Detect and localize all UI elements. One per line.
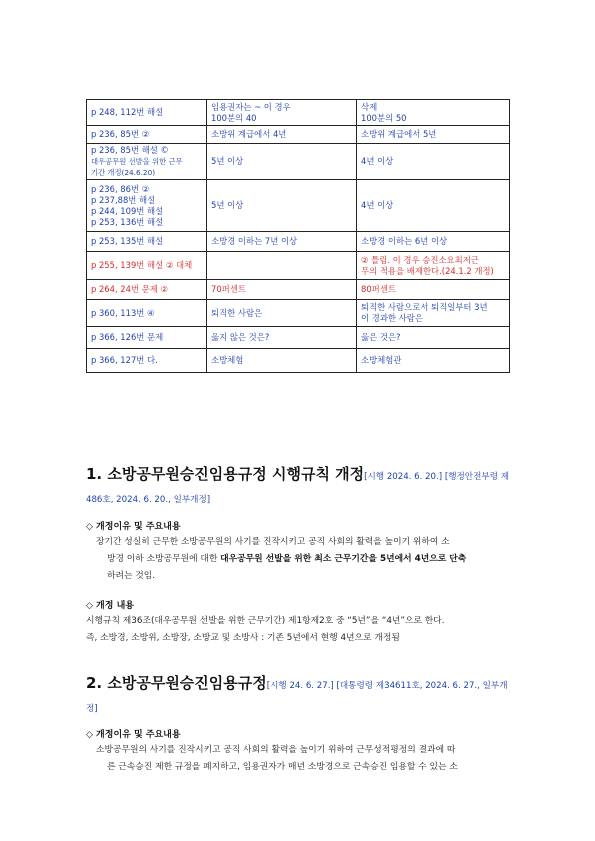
section-2 [86, 673, 516, 776]
section-1-content-line: 즉, 소방경, 소방위, 소방장, 소방교 및 소방사 : 기존 5년에서 현행 4년으로 개정됨 [86, 633, 400, 643]
section-1-reason-line [96, 551, 516, 568]
section-2-reference: [시행 24. 6. 27.] [대통령령 제34611호, 2024. 6. 27., 일부개정] [86, 681, 508, 714]
errata-cell-line: 5년 이상 [211, 200, 244, 210]
errata-row [87, 252, 510, 280]
errata-after-cell [357, 100, 510, 126]
errata-cell-line: 소방체험 [211, 355, 244, 365]
errata-cell-line: 4년 이상 [361, 200, 394, 210]
errata-before-cell [207, 349, 357, 373]
errata-table [86, 99, 510, 373]
errata-row [87, 232, 510, 252]
errata-cell-line: 옳은 것은? [361, 332, 401, 342]
errata-row [87, 144, 510, 180]
errata-after-cell [357, 280, 510, 300]
section-2-reason-body [86, 742, 516, 776]
section-1-content-line: 시행규칙 제36조(대우공무원 선발을 위한 근무기간) 제1항제2호 중 “5년”을 “4년”으로 한다. [86, 616, 445, 626]
errata-cell-line: 대우공무원 선발을 위한 근무 [91, 157, 183, 166]
errata-after-cell [357, 126, 510, 144]
errata-location-cell [87, 252, 207, 280]
errata-after-cell [357, 232, 510, 252]
errata-after-cell [357, 327, 510, 349]
errata-before-cell [207, 126, 357, 144]
errata-cell-line: ② 틀림. 이 경우 승진소요최저근 [361, 254, 479, 265]
errata-before-cell [207, 327, 357, 349]
errata-row [87, 349, 510, 373]
errata-after-cell [357, 252, 510, 280]
errata-row [87, 300, 510, 327]
errata-cell-line: 옳지 않은 것은? [211, 332, 270, 342]
errata-cell-line: p 360, 113번 ④ [91, 307, 155, 318]
errata-cell-line: 소방경 이하는 7년 이상 [211, 236, 298, 246]
section-1-content-body [86, 613, 516, 647]
errata-cell-line: p 253, 136번 해설 [91, 216, 164, 227]
errata-location-cell [87, 300, 207, 327]
errata-location-cell [87, 349, 207, 373]
errata-cell-line: 이 경과한 사람은 [361, 313, 423, 323]
section-1-content-heading: ◇ 개정 내용 [86, 601, 134, 611]
section-1-reason-line: 하려는 것임. [107, 571, 156, 581]
errata-row [87, 280, 510, 300]
section-2-heading [86, 673, 516, 719]
section-2-reason-line: 소방공무원의 사기를 진작시키고 공직 사회의 활력을 높이기 위하여 근무성적평정의 결과에 따 [96, 745, 456, 755]
errata-cell-line: 소방경 이하는 6년 이상 [361, 236, 448, 246]
errata-row [87, 327, 510, 349]
section-2-reason-heading: ◇ 개정이유 및 주요내용 [86, 730, 181, 740]
errata-cell-line: p 237,88번 해설 [91, 194, 156, 205]
errata-cell-line: 퇴직한 사람으로서 퇴직일부터 3년 [361, 302, 488, 312]
errata-location-cell [87, 327, 207, 349]
errata-location-cell [87, 100, 207, 126]
section-1 [86, 464, 516, 647]
errata-after-cell [357, 300, 510, 327]
errata-cell-line: 소방체험관 [361, 355, 402, 365]
errata-cell-line: p 264, 24번 문제 ② [91, 284, 169, 294]
section-1-reason-emphasis: 대우공무원 선발을 위한 최소 근무기간을 5년에서 4년으로 단축 [220, 554, 467, 564]
errata-cell-line: p 366, 126번 문제 [91, 332, 164, 342]
errata-cell-line: p 236, 85번 해설 © [91, 145, 169, 155]
section-2-title: 2. 소방공무원승진임용규정 [86, 674, 267, 692]
errata-cell-line: 소방위 계급에서 4년 [211, 129, 287, 139]
errata-after-cell [357, 349, 510, 373]
errata-cell-line: 100분의 40 [211, 112, 257, 123]
errata-row [87, 100, 510, 126]
section-2-reason-line: 른 근속승진 제한 규정을 폐지하고, 임용권자가 매년 소방경으로 근속승진 임용할 수 있는 소 [107, 762, 458, 772]
section-1-reason-heading: ◇ 개정이유 및 주요내용 [86, 522, 181, 532]
errata-before-cell [207, 180, 357, 232]
errata-cell-line: p 253, 135번 해설 [91, 236, 164, 246]
section-1-reference-b: 486호, 2024. 6. 20., 일부개정] [86, 495, 211, 505]
errata-cell-line: p 236, 85번 ② [91, 129, 150, 139]
errata-cell-line: 무의 적용을 배제한다.(24.1.2 개정) [361, 265, 494, 276]
errata-before-cell [207, 232, 357, 252]
section-1-reason-line: 장기간 성실히 근무한 소방공무원의 사기를 진작시키고 공직 사회의 활력을 높이기 위하여 소 [96, 537, 450, 547]
errata-cell-line: 소방위 계급에서 5년 [361, 129, 437, 139]
errata-cell-line: 퇴직한 사람은 [211, 307, 263, 318]
errata-before-cell [207, 252, 357, 280]
errata-cell-line: p 236, 86번 ② [91, 183, 150, 194]
section-1-heading [86, 464, 516, 487]
errata-cell-line: 70퍼센트 [211, 284, 246, 294]
errata-cell-line: 100분의 50 [361, 112, 407, 123]
errata-cell-line: p 366, 127번 다. [91, 355, 158, 365]
errata-row [87, 126, 510, 144]
errata-row [87, 180, 510, 232]
section-1-reference-a: [시행 2024. 6. 20.] [행정안전부령 제 [364, 472, 510, 482]
errata-cell-line: 80퍼센트 [361, 284, 396, 294]
section-1-reason-text: 방경 이하 소방공무원에 대한 [107, 554, 221, 564]
errata-before-cell [207, 300, 357, 327]
errata-cell-line: p 244, 109번 해설 [91, 205, 164, 216]
errata-before-cell [207, 144, 357, 180]
section-1-reason-body [86, 534, 516, 585]
errata-cell-line: 삭제 [361, 101, 378, 112]
errata-cell-line: 4년 이상 [361, 156, 394, 166]
errata-location-cell [87, 280, 207, 300]
errata-location-cell [87, 232, 207, 252]
errata-cell-line: p 248, 112번 해설 [91, 107, 164, 117]
errata-before-cell [207, 100, 357, 126]
errata-cell-line: p 255, 139번 해설 ② 대체 [91, 260, 193, 270]
errata-location-cell [87, 144, 207, 180]
errata-cell-line: 기간 개정(24.6.20) [91, 168, 156, 177]
errata-cell-line: 5년 이상 [211, 156, 244, 166]
errata-before-cell [207, 280, 357, 300]
errata-location-cell [87, 180, 207, 232]
errata-after-cell [357, 180, 510, 232]
errata-location-cell [87, 126, 207, 144]
section-1-title: 1. 소방공무원승진임용규정 시행규칙 개정 [86, 465, 365, 483]
errata-after-cell [357, 144, 510, 180]
errata-cell-line: 임용권자는 ~ 이 경우 [211, 101, 291, 112]
